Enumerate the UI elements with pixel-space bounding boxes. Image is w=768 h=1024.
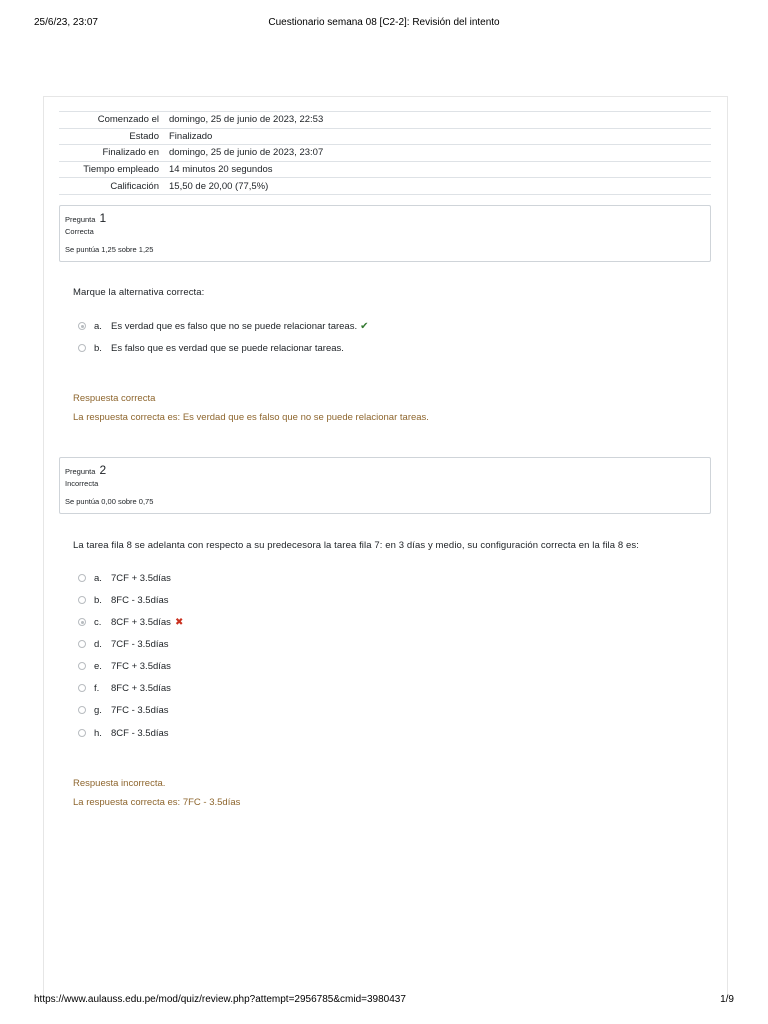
radio-button[interactable] — [78, 640, 86, 648]
question-grade: Se puntúa 1,25 sobre 1,25 — [65, 245, 154, 254]
attempt-summary-table — [59, 111, 711, 195]
option-letter: a. — [94, 320, 102, 332]
print-footer — [0, 994, 768, 1008]
radio-button[interactable] — [78, 322, 86, 330]
option-text: 8FC + 3.5días — [111, 682, 171, 694]
question-prefix: Pregunta — [65, 467, 96, 476]
question-1-option-b[interactable] — [78, 341, 344, 355]
option-text: 8CF - 3.5días — [111, 727, 169, 739]
summary-row-state — [59, 128, 711, 145]
summary-value: Finalizado — [165, 128, 711, 145]
question-2-option-d[interactable] — [78, 637, 169, 651]
print-header — [0, 17, 768, 31]
option-text — [111, 617, 183, 628]
option-letter: f. — [94, 682, 100, 694]
question-1-option-a[interactable] — [78, 319, 369, 333]
check-icon: ✔ — [360, 320, 369, 332]
print-title: Cuestionario semana 08 [C2-2]: Revisión del intento — [268, 17, 500, 28]
option-letter: d. — [94, 638, 102, 650]
option-letter: g. — [94, 704, 102, 716]
radio-button[interactable] — [78, 706, 86, 714]
radio-button[interactable] — [78, 344, 86, 352]
question-number — [65, 463, 106, 477]
question-2-option-f[interactable] — [78, 681, 171, 695]
question-grade: Se puntúa 0,00 sobre 0,75 — [65, 497, 154, 506]
question-number-value: 2 — [99, 463, 107, 477]
option-text: Es falso que es verdad que se puede relacionar tareas. — [111, 342, 344, 354]
question-2-option-e[interactable] — [78, 659, 171, 673]
option-text: 7CF + 3.5días — [111, 572, 171, 584]
radio-button[interactable] — [78, 618, 86, 626]
question-state: Incorrecta — [65, 479, 99, 488]
summary-label: Finalizado en — [59, 145, 165, 162]
question-1-text: Marque la alternativa correcta: — [73, 287, 205, 298]
question-2-text: La tarea fila 8 se adelanta con respecto a su predecesora la tarea fila 7: en 3 días y medio, su configuración correcta en la fila 8 es: — [73, 540, 639, 551]
summary-value: domingo, 25 de junio de 2023, 23:07 — [165, 145, 711, 162]
question-2-feedback-status: Respuesta incorrecta. — [73, 778, 166, 789]
radio-button[interactable] — [78, 596, 86, 604]
question-state: Correcta — [65, 227, 94, 236]
summary-row-time-taken — [59, 161, 711, 178]
question-number — [65, 211, 106, 225]
option-text: 7FC - 3.5días — [111, 704, 169, 716]
summary-value: 14 minutos 20 segundos — [165, 161, 711, 178]
option-letter: a. — [94, 572, 102, 584]
option-text: 7FC + 3.5días — [111, 660, 171, 672]
summary-label: Calificación — [59, 178, 165, 195]
cross-icon: ✖ — [174, 616, 184, 628]
option-letter: c. — [94, 616, 102, 628]
radio-button[interactable] — [78, 684, 86, 692]
option-letter: h. — [94, 727, 102, 739]
question-number-value: 1 — [99, 211, 107, 225]
option-text: 7CF - 3.5días — [111, 638, 169, 650]
question-2-option-b[interactable] — [78, 593, 169, 607]
radio-button[interactable] — [78, 662, 86, 670]
question-1-info — [59, 205, 711, 262]
question-1-correct-answer: La respuesta correcta es: Es verdad que es falso que no se puede relacionar tareas. — [73, 412, 429, 423]
question-2-option-a[interactable] — [78, 571, 171, 585]
print-url: https://www.aulauss.edu.pe/mod/quiz/review.php?attempt=2956785&cmid=3980437 — [34, 994, 406, 1005]
option-text: 8FC - 3.5días — [111, 594, 169, 606]
option-label: Es verdad que es falso que no se puede relacionar tareas. — [111, 320, 358, 332]
print-date: 25/6/23, 23:07 — [34, 17, 98, 28]
question-2-option-g[interactable] — [78, 703, 169, 717]
question-prefix: Pregunta — [65, 215, 96, 224]
print-page-number: 1/9 — [720, 994, 734, 1005]
summary-label: Tiempo empleado — [59, 161, 165, 178]
option-label: 8CF + 3.5días — [111, 616, 171, 628]
question-1-feedback-status: Respuesta correcta — [73, 393, 156, 404]
question-2-info — [59, 457, 711, 514]
radio-button[interactable] — [78, 729, 86, 737]
summary-value: 15,50 de 20,00 (77,5%) — [165, 178, 711, 195]
summary-label: Estado — [59, 128, 165, 145]
radio-button[interactable] — [78, 574, 86, 582]
question-2-correct-answer: La respuesta correcta es: 7FC - 3.5días — [73, 797, 241, 808]
question-2-option-h[interactable] — [78, 726, 169, 740]
summary-row-finished — [59, 145, 711, 162]
option-letter: e. — [94, 660, 102, 672]
summary-row-started — [59, 112, 711, 129]
option-letter: b. — [94, 594, 102, 606]
summary-label: Comenzado el — [59, 112, 165, 129]
option-letter: b. — [94, 342, 102, 354]
summary-value: domingo, 25 de junio de 2023, 22:53 — [165, 112, 711, 129]
option-text — [111, 321, 369, 332]
summary-row-grade — [59, 178, 711, 195]
question-2-option-c[interactable] — [78, 615, 184, 629]
